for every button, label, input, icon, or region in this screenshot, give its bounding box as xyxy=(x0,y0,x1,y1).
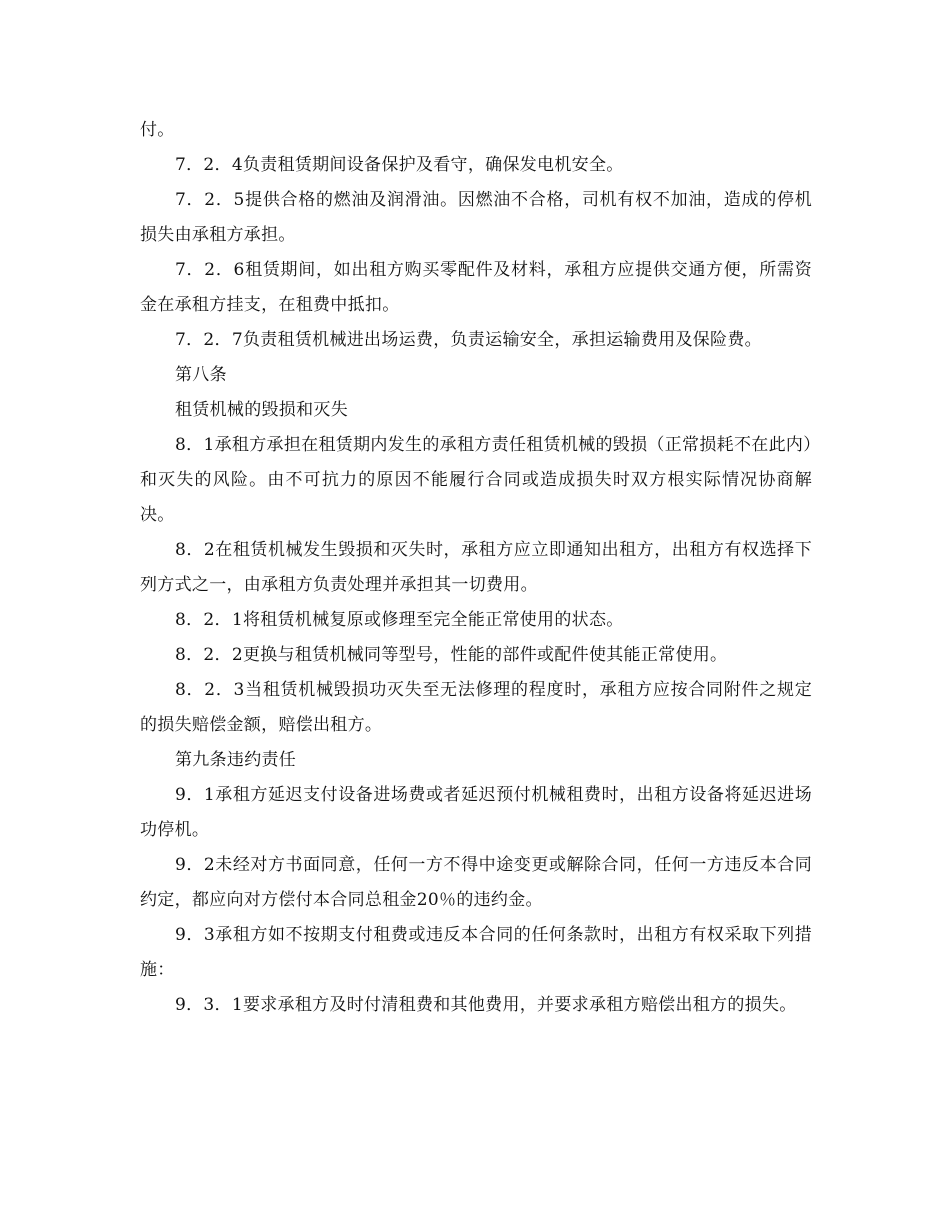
paragraph: 8．2在租赁机械发生毁损和灭失时，承租方应立即通知出租方，出租方有权选择下列方式之一，由承租方负责处理并承担其一切费用。 xyxy=(140,540,812,595)
article-subheading: 租赁机械的毁损和灭失 xyxy=(175,400,348,420)
article-heading: 第八条 xyxy=(175,365,227,385)
paragraph: 7．2．6租赁期间，如出租方购买零配件及材料，承租方应提供交通方便，所需资金在承租方挂支，在租费中抵扣。 xyxy=(140,260,812,315)
document-body xyxy=(140,113,812,1023)
paragraph: 9．1承租方延迟支付设备进场费或者延迟预付机械租费时，出租方设备将延迟进场功停机。 xyxy=(140,785,812,840)
paragraph: 付。 xyxy=(140,120,175,140)
paragraph: 9．3．1要求承租方及时付清租费和其他费用，并要求承租方赔偿出租方的损失。 xyxy=(175,995,797,1015)
paragraph: 9．2未经对方书面同意，任何一方不得中途变更或解除合同，任何一方违反本合同约定，都应向对方偿付本合同总租金20％的违约金。 xyxy=(140,855,812,910)
paragraph: 7．2．5提供合格的燃油及润滑油。因燃油不合格，司机有权不加油，造成的停机损失由承租方承担。 xyxy=(140,190,812,245)
paragraph: 8．2．1将租赁机械复原或修理至完全能正常使用的状态。 xyxy=(175,610,624,630)
paragraph: 7．2．4负责租赁期间设备保护及看守，确保发电机安全。 xyxy=(175,155,624,175)
paragraph: 8．2．3当租赁机械毁损功灭失至无法修理的程度时，承租方应按合同附件之规定的损失赔偿金额，赔偿出租方。 xyxy=(140,680,812,735)
paragraph: 7．2．7负责租赁机械进出场运费，负责运输安全，承担运输费用及保险费。 xyxy=(175,330,762,350)
paragraph: 8．2．2更换与租赁机械同等型号，性能的部件或配件使其能正常使用。 xyxy=(175,645,728,665)
paragraph: 9．3承租方如不按期支付租费或违反本合同的任何条款时，出租方有权采取下列措施： xyxy=(140,925,812,980)
paragraph: 8．1承租方承担在租赁期内发生的承租方责任租赁机械的毁损（正常损耗不在此内）和灭失的风险。由不可抗力的原因不能履行合同或造成损失时双方根实际情况协商解决。 xyxy=(140,435,812,525)
article-heading: 第九条违约责任 xyxy=(175,750,297,770)
